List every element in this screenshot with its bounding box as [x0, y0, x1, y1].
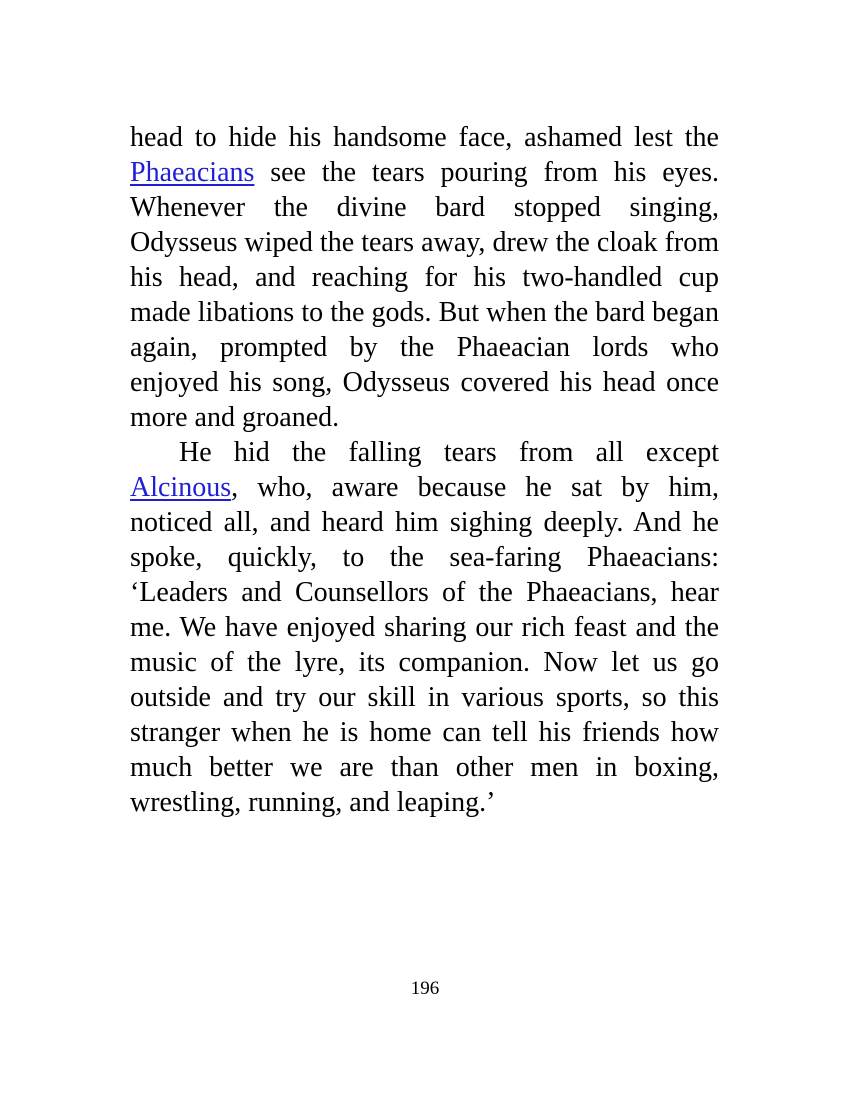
page-number: 196: [410, 978, 440, 999]
paragraph-2: [130, 435, 719, 820]
paragraph-1-text-end: see the tears pouring from his eyes. Whenever the divine bard stopped singing, Odysseus wiped the tears away, drew the cloak from his head, and reaching for his two-handled cup made libations to the gods. But when the bard began again, prompted by the Phaeacian lords who enjoyed his song, Odysseus covered his head once more and groaned.: [130, 157, 719, 433]
phaeacians-link[interactable]: Phaeacians: [130, 157, 255, 188]
page-body: [130, 120, 719, 820]
alcinous-link[interactable]: Alcinous: [130, 472, 232, 503]
paragraph-1-text-start: head to hide his handsome face, ashamed lest the: [130, 122, 719, 153]
paragraph-1: [130, 120, 719, 435]
paragraph-2-text-end: , who, aware because he sat by him, noticed all, and heard him sighing deeply. And he spoke, quickly, to the sea-faring Phaeacians: ‘Leaders and Counsellors of the Phaeacians, hear me. We have enjoyed sharing our rich feast and the music of the lyre, its companion. Now let us go outside and try our skill in various sports, so this stranger when he is home can tell his friends how much better we are than other men in boxing, wrestling, running, and leaping.’: [130, 472, 719, 818]
paragraph-2-text-start: He hid the falling tears from all except: [179, 437, 719, 468]
